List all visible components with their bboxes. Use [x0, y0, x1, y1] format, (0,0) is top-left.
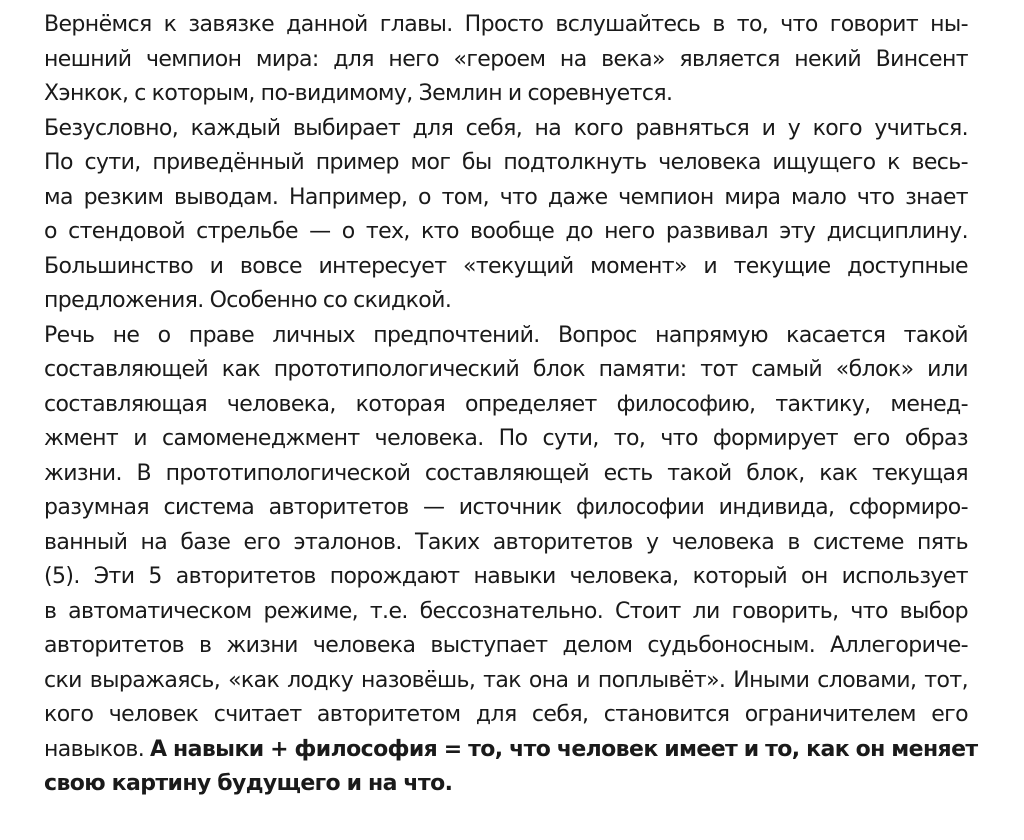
body-text: [44, 8, 968, 733]
text-line: нешний чемпион мира: для него «героем на века» является некий Винсент: [44, 46, 968, 72]
text-line: (5). Эти 5 авторитетов порождают навыки человека, который он использует: [44, 564, 968, 589]
text-line: разумная система авторитетов — источник философии индивида, сформиро-: [44, 495, 968, 520]
text-line: жмент и самоменеджмент человека. По сути, то, что формирует его образ: [44, 426, 968, 451]
text-line: ванный на базе его эталонов. Таких авторитетов у человека в системе пять: [44, 529, 968, 555]
text-line-final-bold: свою картину будущего и на что.: [44, 771, 453, 796]
text-line: жизни. В прототипологической составляющей есть такой блок, как текущая: [44, 460, 968, 486]
text-normal-part: навыков.: [44, 736, 151, 762]
text-line: предложения. Особенно со скидкой.: [44, 288, 452, 313]
text-line: составляющая человека, которая определяет философию, тактику, менед-: [44, 391, 968, 417]
text-line: Большинство и вовсе интересует «текущий момент» и текущие доступные: [44, 253, 968, 279]
text-line: По сути, приведённый пример мог бы подтолкнуть человека ищущего к весь-: [44, 150, 968, 175]
text-line: авторитетов в жизни человека выступает делом судьбоносным. Аллегориче-: [44, 633, 968, 658]
text-line: ма резким выводам. Например, о том, что даже чемпион мира мало что знает: [44, 184, 968, 210]
text-line: составляющей как прототипологический блок памяти: тот самый «блок» или: [44, 357, 968, 382]
text-line: кого человек считает авторитетом для себя, становится ограничителем его: [44, 702, 968, 727]
text-line: Речь не о праве личных предпочтений. Вопрос напрямую касается такой: [44, 322, 968, 348]
text-line-mixed: [44, 733, 978, 768]
text-line: Безусловно, каждый выбирает для себя, на кого равняться и у кого учиться.: [44, 115, 968, 141]
text-bold-part: А навыки + философия = то, что человек имеет и то, как он меняет: [150, 736, 978, 762]
text-line: Хэнкок, с которым, по-видимому, Землин и соревнуется.: [44, 81, 673, 106]
text-line: Вернёмся к завязке данной главы. Просто вслушайтесь в то, что говорит ны-: [44, 12, 968, 37]
text-line: о стендовой стрельбе — о тех, кто вообще до него развивал эту дисциплину.: [44, 219, 968, 244]
text-line: в автоматическом режиме, т.е. бессознательно. Стоит ли говорить, что выбор: [44, 598, 968, 624]
text-line: ски выражаясь, «как лодку назовёшь, так она и поплывёт». Иными словами, тот,: [44, 667, 968, 693]
